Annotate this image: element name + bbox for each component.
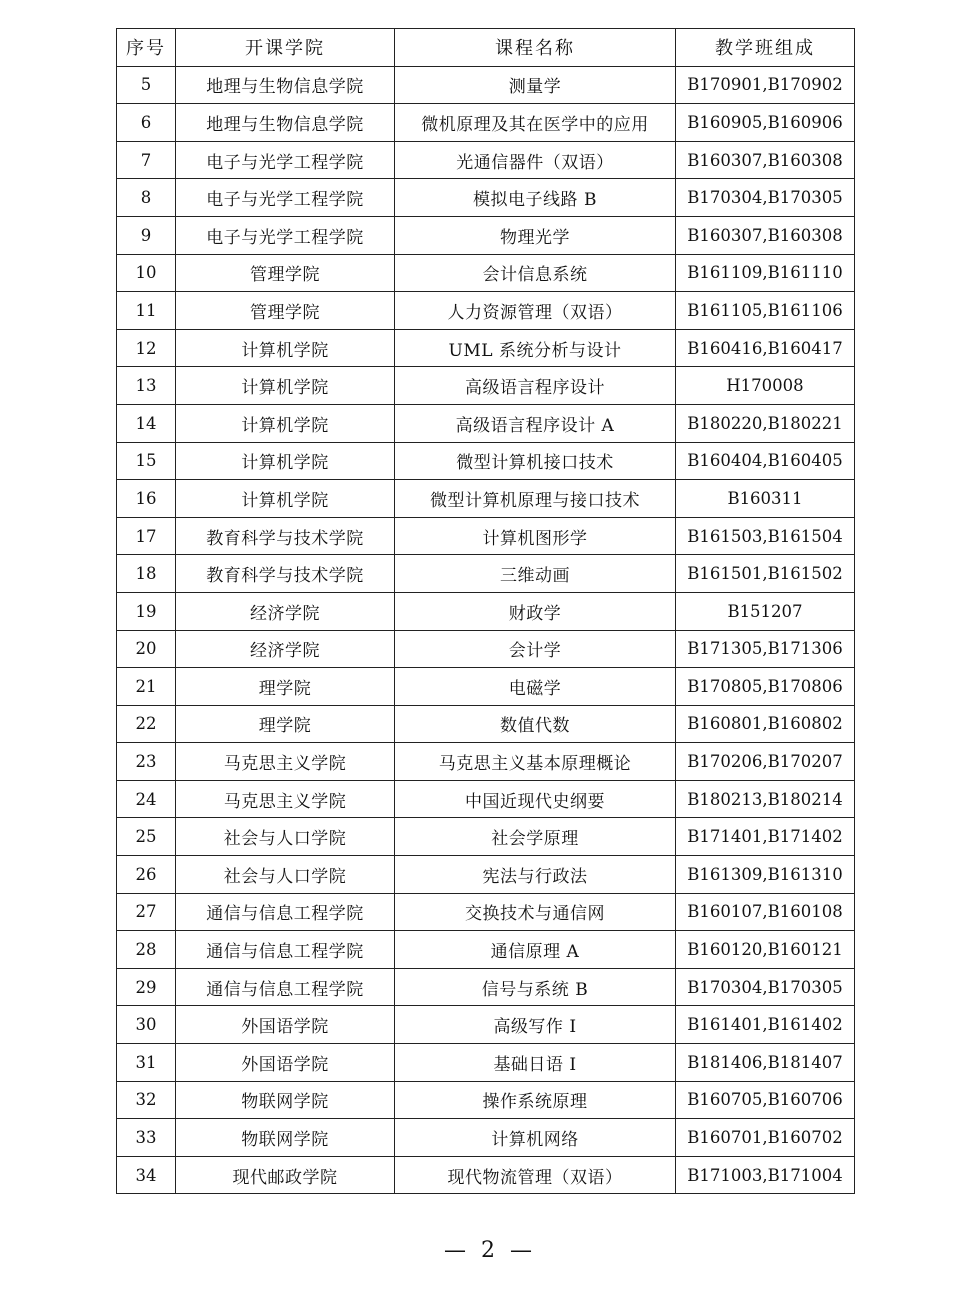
- cell-seq: 10: [117, 254, 176, 292]
- cell-college: 计算机学院: [176, 329, 395, 367]
- table-row: [117, 1156, 855, 1194]
- table-header-row: [117, 29, 855, 67]
- table-row: [117, 442, 855, 480]
- cell-classes: B161401,B161402: [676, 1006, 855, 1044]
- cell-course: 通信原理 A: [395, 931, 676, 969]
- cell-college: 理学院: [176, 705, 395, 743]
- table-row: [117, 1119, 855, 1157]
- cell-classes: H170008: [676, 367, 855, 405]
- cell-college: 计算机学院: [176, 367, 395, 405]
- course-table: [116, 28, 855, 1194]
- cell-college: 通信与信息工程学院: [176, 968, 395, 1006]
- cell-college: 社会与人口学院: [176, 856, 395, 894]
- cell-classes: B161503,B161504: [676, 517, 855, 555]
- cell-college: 物联网学院: [176, 1119, 395, 1157]
- cell-seq: 25: [117, 818, 176, 856]
- table-row: [117, 931, 855, 969]
- cell-classes: B170805,B170806: [676, 668, 855, 706]
- cell-college: 管理学院: [176, 292, 395, 330]
- cell-course: 高级写作 I: [395, 1006, 676, 1044]
- cell-course: 社会学原理: [395, 818, 676, 856]
- cell-seq: 22: [117, 705, 176, 743]
- cell-college: 电子与光学工程学院: [176, 179, 395, 217]
- cell-seq: 18: [117, 555, 176, 593]
- table-row: [117, 517, 855, 555]
- cell-college: 社会与人口学院: [176, 818, 395, 856]
- cell-seq: 17: [117, 517, 176, 555]
- cell-college: 理学院: [176, 668, 395, 706]
- cell-course: 测量学: [395, 66, 676, 104]
- cell-classes: B181406,B181407: [676, 1044, 855, 1082]
- cell-classes: B161109,B161110: [676, 254, 855, 292]
- cell-classes: B160705,B160706: [676, 1081, 855, 1119]
- cell-seq: 34: [117, 1156, 176, 1194]
- cell-college: 计算机学院: [176, 442, 395, 480]
- cell-college: 管理学院: [176, 254, 395, 292]
- cell-course: 交换技术与通信网: [395, 893, 676, 931]
- cell-course: 操作系统原理: [395, 1081, 676, 1119]
- cell-classes: B170304,B170305: [676, 179, 855, 217]
- table-row: [117, 216, 855, 254]
- cell-seq: 32: [117, 1081, 176, 1119]
- cell-classes: B160404,B160405: [676, 442, 855, 480]
- header-seq: 序号: [117, 29, 176, 67]
- cell-classes: B151207: [676, 592, 855, 630]
- table-row: [117, 254, 855, 292]
- cell-college: 外国语学院: [176, 1006, 395, 1044]
- cell-course: 财政学: [395, 592, 676, 630]
- table-row: [117, 968, 855, 1006]
- cell-classes: B160120,B160121: [676, 931, 855, 969]
- cell-college: 电子与光学工程学院: [176, 216, 395, 254]
- header-classes: 教学班组成: [676, 29, 855, 67]
- table-row: [117, 705, 855, 743]
- cell-classes: B170206,B170207: [676, 743, 855, 781]
- cell-seq: 23: [117, 743, 176, 781]
- cell-seq: 31: [117, 1044, 176, 1082]
- cell-course: 数值代数: [395, 705, 676, 743]
- cell-seq: 33: [117, 1119, 176, 1157]
- page-number: — 2 —: [444, 1238, 536, 1263]
- cell-college: 地理与生物信息学院: [176, 66, 395, 104]
- cell-classes: B160701,B160702: [676, 1119, 855, 1157]
- cell-seq: 29: [117, 968, 176, 1006]
- cell-college: 经济学院: [176, 592, 395, 630]
- cell-seq: 7: [117, 141, 176, 179]
- cell-classes: B180220,B180221: [676, 404, 855, 442]
- table-row: [117, 104, 855, 142]
- cell-classes: B160307,B160308: [676, 216, 855, 254]
- table-row: [117, 480, 855, 518]
- table-row: [117, 743, 855, 781]
- cell-course: 模拟电子线路 B: [395, 179, 676, 217]
- cell-course: 微机原理及其在医学中的应用: [395, 104, 676, 142]
- table-row: [117, 668, 855, 706]
- table-row: [117, 179, 855, 217]
- table-row: [117, 555, 855, 593]
- header-course: 课程名称: [395, 29, 676, 67]
- cell-classes: B160311: [676, 480, 855, 518]
- cell-seq: 9: [117, 216, 176, 254]
- cell-classes: B171305,B171306: [676, 630, 855, 668]
- cell-course: UML 系统分析与设计: [395, 329, 676, 367]
- cell-course: 计算机网络: [395, 1119, 676, 1157]
- cell-college: 教育科学与技术学院: [176, 517, 395, 555]
- table-row: [117, 780, 855, 818]
- cell-classes: B161309,B161310: [676, 856, 855, 894]
- cell-seq: 26: [117, 856, 176, 894]
- cell-college: 计算机学院: [176, 480, 395, 518]
- cell-college: 通信与信息工程学院: [176, 893, 395, 931]
- cell-course: 中国近现代史纲要: [395, 780, 676, 818]
- cell-college: 外国语学院: [176, 1044, 395, 1082]
- table-row: [117, 367, 855, 405]
- table-body: [117, 66, 855, 1194]
- table-row: [117, 856, 855, 894]
- cell-college: 现代邮政学院: [176, 1156, 395, 1194]
- table-row: [117, 893, 855, 931]
- cell-college: 马克思主义学院: [176, 780, 395, 818]
- cell-course: 三维动画: [395, 555, 676, 593]
- cell-classes: B171003,B171004: [676, 1156, 855, 1194]
- cell-course: 现代物流管理（双语）: [395, 1156, 676, 1194]
- cell-course: 会计学: [395, 630, 676, 668]
- cell-college: 计算机学院: [176, 404, 395, 442]
- table-row: [117, 66, 855, 104]
- cell-classes: B180213,B180214: [676, 780, 855, 818]
- cell-seq: 14: [117, 404, 176, 442]
- cell-course: 电磁学: [395, 668, 676, 706]
- cell-college: 教育科学与技术学院: [176, 555, 395, 593]
- cell-seq: 24: [117, 780, 176, 818]
- header-college: 开课学院: [176, 29, 395, 67]
- table-row: [117, 292, 855, 330]
- table-row: [117, 1006, 855, 1044]
- cell-course: 高级语言程序设计 A: [395, 404, 676, 442]
- cell-course: 微型计算机原理与接口技术: [395, 480, 676, 518]
- cell-seq: 15: [117, 442, 176, 480]
- table-row: [117, 404, 855, 442]
- cell-seq: 28: [117, 931, 176, 969]
- cell-college: 马克思主义学院: [176, 743, 395, 781]
- cell-seq: 21: [117, 668, 176, 706]
- cell-course: 信号与系统 B: [395, 968, 676, 1006]
- cell-classes: B160905,B160906: [676, 104, 855, 142]
- table-row: [117, 592, 855, 630]
- cell-classes: B160107,B160108: [676, 893, 855, 931]
- cell-classes: B160307,B160308: [676, 141, 855, 179]
- cell-seq: 16: [117, 480, 176, 518]
- cell-seq: 5: [117, 66, 176, 104]
- table-row: [117, 1081, 855, 1119]
- cell-course: 马克思主义基本原理概论: [395, 743, 676, 781]
- cell-classes: B161501,B161502: [676, 555, 855, 593]
- cell-seq: 19: [117, 592, 176, 630]
- cell-seq: 20: [117, 630, 176, 668]
- cell-seq: 8: [117, 179, 176, 217]
- table-row: [117, 1044, 855, 1082]
- cell-classes: B161105,B161106: [676, 292, 855, 330]
- table-row: [117, 329, 855, 367]
- cell-course: 高级语言程序设计: [395, 367, 676, 405]
- cell-college: 地理与生物信息学院: [176, 104, 395, 142]
- table-row: [117, 818, 855, 856]
- cell-college: 通信与信息工程学院: [176, 931, 395, 969]
- cell-course: 会计信息系统: [395, 254, 676, 292]
- cell-seq: 13: [117, 367, 176, 405]
- cell-course: 计算机图形学: [395, 517, 676, 555]
- cell-seq: 30: [117, 1006, 176, 1044]
- cell-classes: B160416,B160417: [676, 329, 855, 367]
- cell-college: 经济学院: [176, 630, 395, 668]
- table-row: [117, 141, 855, 179]
- cell-course: 光通信器件（双语）: [395, 141, 676, 179]
- cell-course: 基础日语 I: [395, 1044, 676, 1082]
- cell-seq: 12: [117, 329, 176, 367]
- cell-college: 电子与光学工程学院: [176, 141, 395, 179]
- cell-classes: B170901,B170902: [676, 66, 855, 104]
- table-row: [117, 630, 855, 668]
- cell-course: 人力资源管理（双语）: [395, 292, 676, 330]
- cell-classes: B171401,B171402: [676, 818, 855, 856]
- cell-seq: 27: [117, 893, 176, 931]
- cell-course: 物理光学: [395, 216, 676, 254]
- cell-college: 物联网学院: [176, 1081, 395, 1119]
- cell-classes: B170304,B170305: [676, 968, 855, 1006]
- cell-seq: 6: [117, 104, 176, 142]
- cell-classes: B160801,B160802: [676, 705, 855, 743]
- cell-seq: 11: [117, 292, 176, 330]
- cell-course: 宪法与行政法: [395, 856, 676, 894]
- cell-course: 微型计算机接口技术: [395, 442, 676, 480]
